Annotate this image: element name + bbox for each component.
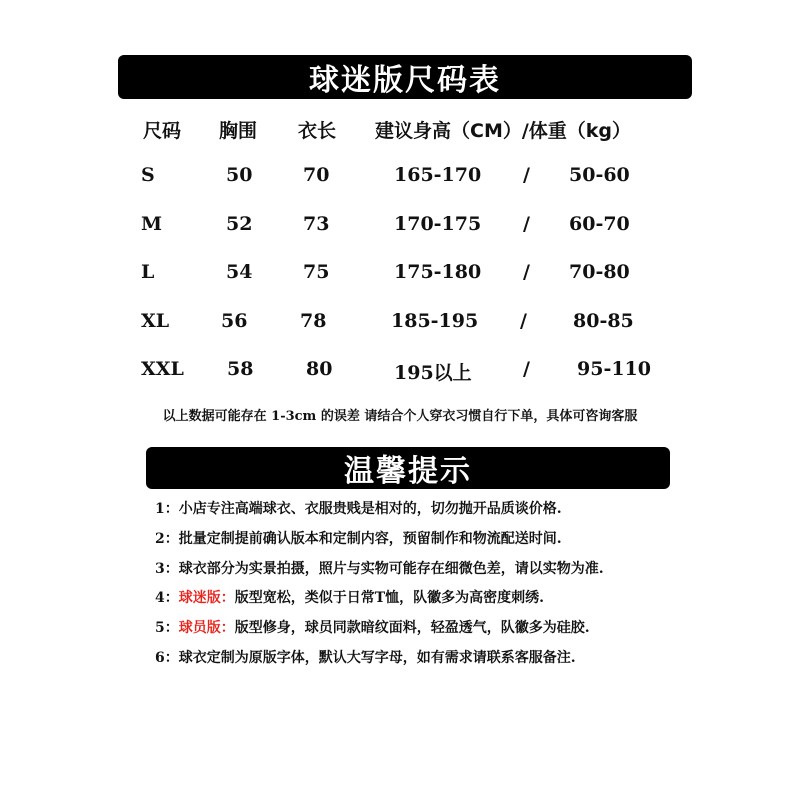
cell-chest: 50	[226, 164, 253, 186]
tip-item	[155, 558, 604, 578]
tip-text: 批量定制提前确认版本和定制内容，预留制作和物流配送时间.	[178, 531, 562, 547]
cell-chest: 56	[221, 310, 248, 332]
cell-weight: 95-110	[577, 358, 651, 380]
cell-weight: 80-85	[573, 310, 634, 332]
cell-length: 73	[303, 213, 330, 235]
tip-item	[155, 498, 562, 518]
cell-separator: /	[523, 358, 530, 380]
tip-text: 球衣定制为原版字体，默认大写字母，如有需求请联系客服备注.	[178, 650, 576, 666]
header-length: 衣长	[298, 120, 337, 142]
cell-size: S	[141, 164, 155, 186]
size-chart-title: 球迷版尺码表	[118, 55, 692, 99]
tip-text: 版型宽松，类似于日常T恤，队徽多为高密度刺绣.	[234, 590, 545, 606]
tip-number: 2：	[155, 531, 179, 547]
tip-number: 5：	[155, 620, 179, 636]
cell-length: 78	[300, 310, 327, 332]
tip-text: 小店专注高端球衣、衣服贵贱是相对的，切勿抛开品质谈价格.	[178, 501, 562, 517]
cell-size: L	[141, 261, 155, 283]
tip-number: 3：	[155, 561, 179, 577]
cell-separator: /	[523, 164, 530, 186]
cell-length: 75	[303, 261, 330, 283]
cell-chest: 52	[226, 213, 253, 235]
cell-height: 165-170	[394, 164, 482, 186]
tip-item	[155, 528, 562, 548]
cell-height: 175-180	[394, 261, 482, 283]
tip-text: 球衣部分为实景拍摄，照片与实物可能存在细微色差，请以实物为准.	[178, 561, 604, 577]
cell-size: M	[141, 213, 163, 235]
tip-text: 版型修身，球员同款暗纹面料，轻盈透气，队徽多为硅胶.	[234, 620, 590, 636]
cell-height: 185-195	[391, 310, 479, 332]
cell-weight: 70-80	[569, 261, 630, 283]
cell-chest: 58	[227, 358, 254, 380]
cell-separator: /	[523, 261, 530, 283]
header-height-weight: 建议身高（CM）/体重（kg）	[375, 120, 632, 142]
cell-height: 170-175	[394, 213, 482, 235]
size-note: 以上数据可能存在 1-3cm 的误差 请结合个人穿衣习惯自行下单，具体可咨询客服	[162, 409, 638, 424]
cell-size: XXL	[141, 358, 184, 380]
tip-item	[155, 647, 576, 667]
cell-height: 195以上	[394, 362, 472, 384]
tip-item	[155, 587, 544, 607]
header-size: 尺码	[143, 120, 182, 142]
tip-highlight: 球员版：	[178, 620, 235, 636]
tip-highlight: 球迷版：	[178, 590, 235, 606]
tip-item	[155, 617, 590, 637]
tip-number: 6：	[155, 650, 179, 666]
cell-weight: 60-70	[569, 213, 630, 235]
cell-length: 80	[306, 358, 333, 380]
header-chest: 胸围	[219, 120, 258, 142]
cell-separator: /	[523, 213, 530, 235]
cell-separator: /	[520, 310, 527, 332]
cell-length: 70	[303, 164, 330, 186]
cell-chest: 54	[226, 261, 253, 283]
tip-number: 4：	[155, 590, 179, 606]
tips-title: 温馨提示	[146, 447, 670, 489]
cell-weight: 50-60	[569, 164, 630, 186]
cell-size: XL	[141, 310, 170, 332]
tip-number: 1：	[155, 501, 179, 517]
